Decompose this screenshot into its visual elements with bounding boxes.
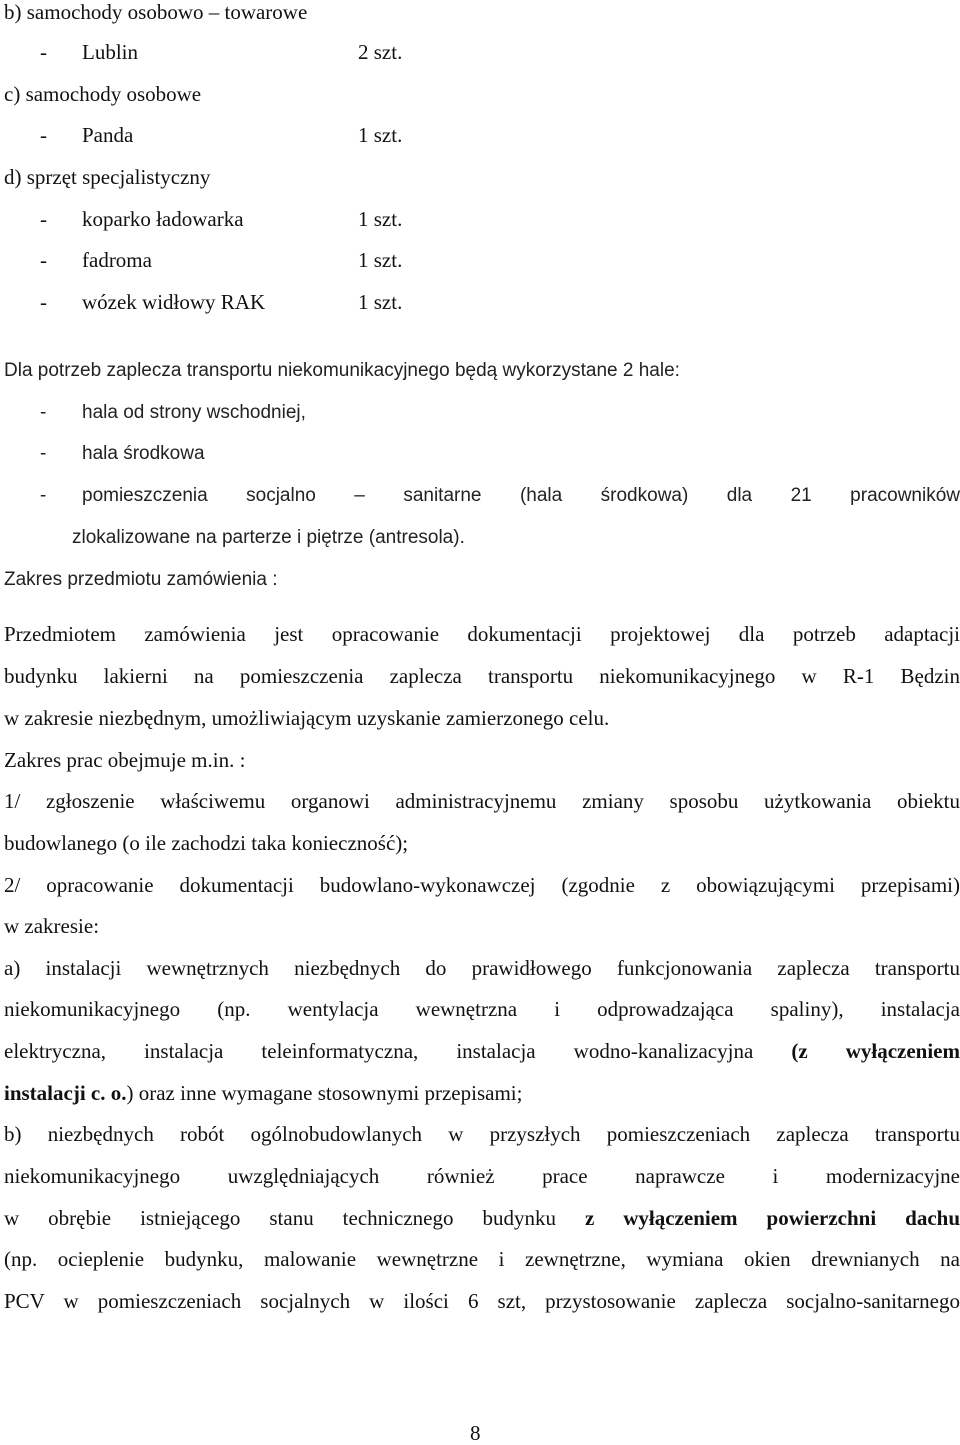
list-dash: - [40, 40, 47, 64]
list-dash: - [40, 248, 47, 272]
paragraph-line: w zakresie: [4, 914, 100, 938]
hall-item: pomieszczenia socjalno – sanitarne (hala środkowa) dla 21 pracowników [82, 485, 960, 506]
paragraph-line [4, 1039, 960, 1063]
halls-intro: Dla potrzeb zaplecza transportu niekomunikacyjnego będą wykorzystane 2 hale: [4, 360, 680, 381]
paragraph-line: PCV w pomieszczeniach socjalnych w ilości 6 szt, przystosowanie zaplecza socjalno-sanitarnego [4, 1289, 960, 1313]
paragraph-line: (np. ocieplenie budynku, malowanie wewnętrzne i zewnętrzne, wymiana okien drewnianych na [4, 1247, 960, 1271]
equipment-item-name: wózek widłowy RAK [82, 290, 266, 314]
paragraph-line: budowlanego (o ile zachodzi taka konieczność); [4, 831, 409, 855]
paragraph-line: Przedmiotem zamówienia jest opracowanie dokumentacji projektowej dla potrzeb adaptacji [4, 622, 960, 646]
hall-item: hala od strony wschodniej, [82, 402, 306, 423]
vehicle-item-qty: 2 szt. [358, 40, 403, 64]
works-intro: Zakres prac obejmuje m.in. : [4, 748, 246, 772]
paragraph-line [4, 1206, 960, 1230]
vehicles-d-heading: d) sprzęt specjalistyczny [4, 165, 211, 189]
paragraph-line: 2/ opracowanie dokumentacji budowlano-wykonawczej (zgodnie z obowiązującymi przepisami) [4, 873, 960, 897]
list-dash: - [40, 443, 47, 464]
list-dash: - [40, 207, 47, 231]
hall-item: hala środkowa [82, 443, 205, 464]
list-dash: - [40, 402, 47, 423]
paragraph-line [4, 1081, 522, 1105]
list-dash: - [40, 290, 47, 314]
equipment-item-qty: 1 szt. [358, 290, 403, 314]
paragraph-line: a) instalacji wewnętrznych niezbędnych do prawidłowego funkcjonowania zaplecza transportu [4, 956, 960, 980]
paragraph-line: niekomunikacyjnego uwzględniających również prace naprawcze i modernizacyjne [4, 1164, 960, 1188]
list-dash: - [40, 123, 47, 147]
equipment-item-name: fadroma [82, 248, 152, 272]
paragraph-line: w zakresie niezbędnym, umożliwiającym uzyskanie zamierzonego celu. [4, 706, 610, 730]
page-number: 8 [470, 1421, 481, 1445]
text-bold: (z wyłączeniem [791, 1039, 960, 1063]
vehicles-b-heading: b) samochody osobowo – towarowe [4, 0, 308, 24]
equipment-item-qty: 1 szt. [358, 207, 403, 231]
vehicle-item-name: Lublin [82, 40, 138, 64]
list-dash: - [40, 485, 47, 506]
paragraph-line: 1/ zgłoszenie właściwemu organowi administracyjnemu zmiany sposobu użytkowania obiektu [4, 789, 960, 813]
text-normal: elektryczna, instalacja teleinformatyczna, instalacja wodno-kanalizacyjna [4, 1039, 792, 1063]
paragraph-line: niekomunikacyjnego (np. wentylacja wewnętrzna i odprowadzająca spaliny), instalacja [4, 997, 960, 1021]
vehicle-item-name: Panda [82, 123, 134, 147]
hall-item-continuation: zlokalizowane na parterze i piętrze (antresola). [72, 527, 465, 548]
text-normal: w obrębie istniejącego stanu technicznego budynku [4, 1206, 585, 1230]
text-normal: ) oraz inne wymagane stosownymi przepisami; [126, 1081, 523, 1105]
text-bold: instalacji c. o. [4, 1081, 127, 1105]
paragraph-line: b) niezbędnych robót ogólnobudowlanych w przyszłych pomieszczeniach zaplecza transportu [4, 1122, 960, 1146]
equipment-item-name: koparko ładowarka [82, 207, 244, 231]
vehicles-c-heading: c) samochody osobowe [4, 82, 202, 106]
paragraph-line: budynku lakierni na pomieszczenia zaplecza transportu niekomunikacyjnego w R-1 Będzin [4, 664, 960, 688]
text-bold: z wyłączeniem powierzchni dachu [584, 1206, 960, 1230]
scope-heading: Zakres przedmiotu zamówienia : [4, 569, 278, 590]
vehicle-item-qty: 1 szt. [358, 123, 403, 147]
equipment-item-qty: 1 szt. [358, 248, 403, 272]
